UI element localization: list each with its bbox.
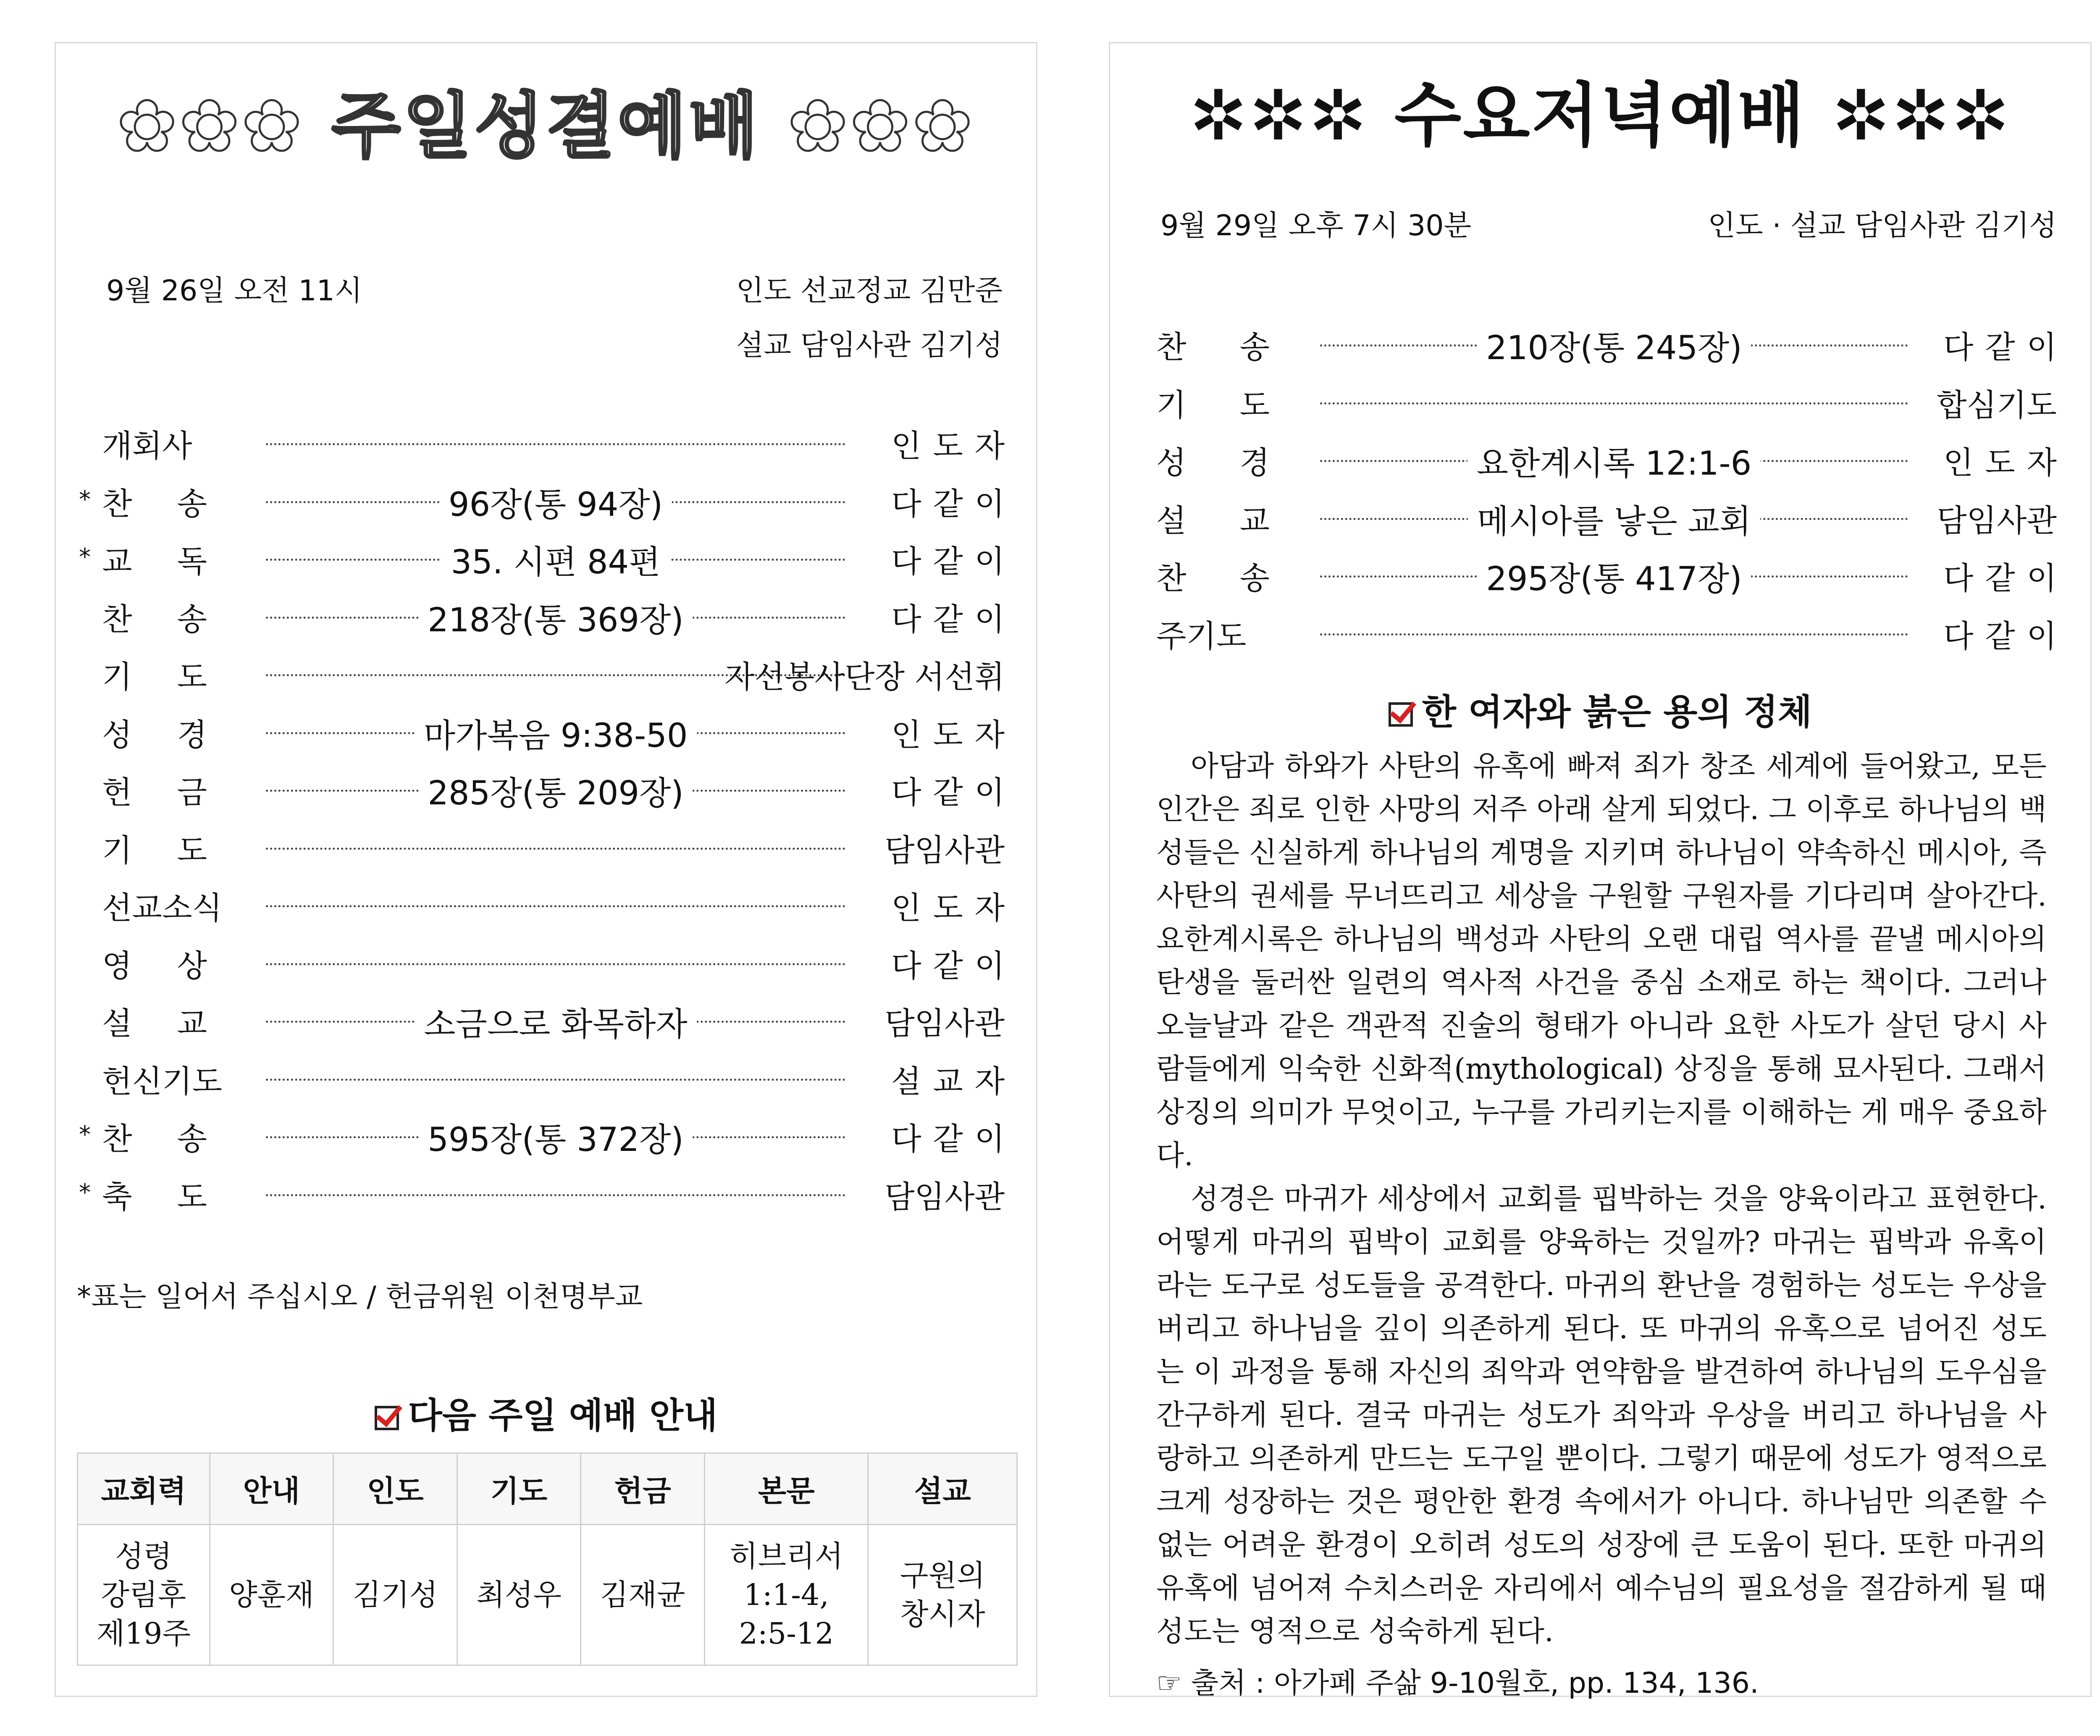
order-detail: 96장(통 94장)	[439, 478, 672, 525]
order-person: 담임사관	[885, 832, 1005, 869]
article-body	[1156, 745, 2047, 1653]
table-row	[78, 1525, 1017, 1665]
next-week-table	[77, 1452, 1018, 1666]
order-row	[56, 883, 1036, 930]
order-label: 찬 송	[102, 486, 207, 522]
order-person: 다 같 이	[891, 544, 1005, 580]
next-week-title: 다음 주일 예배 안내	[408, 1395, 718, 1436]
order-detail: 210장(통 245장)	[1477, 322, 1751, 369]
order-detail: 마가복음 9:38-50	[415, 709, 697, 756]
order-row	[56, 941, 1036, 987]
order-label: 기 도	[102, 832, 207, 869]
standing-mark: *	[79, 486, 91, 513]
order-person: 담임사관	[885, 1179, 1005, 1215]
order-label: 성 경	[102, 717, 207, 753]
article-heading	[1110, 684, 2090, 735]
order-row	[56, 537, 1036, 583]
dotted-leader	[1320, 402, 1908, 404]
order-label: 기 도	[1156, 387, 1270, 423]
dotted-leader	[266, 1079, 845, 1081]
order-person: 다 같 이	[891, 601, 1005, 638]
article-source: ☞ 출처 : 아가페 주삶 9-10월호, pp. 134, 136.	[1156, 1667, 1759, 1700]
table-header: 본문	[704, 1453, 868, 1525]
order-person: 다 같 이	[891, 775, 1005, 811]
order-person: 설 교 자	[891, 1063, 1005, 1100]
wednesday-service-panel	[1109, 42, 2092, 1700]
order-detail: 메시아를 낳은 교회	[1468, 495, 1760, 542]
order-label: 설 교	[102, 1006, 207, 1042]
next-week-heading	[56, 1387, 1036, 1438]
checkbox-icon	[375, 1406, 399, 1430]
table-cell: 최성우	[457, 1525, 581, 1665]
order-person: 인 도 자	[1943, 445, 2057, 481]
order-label: 찬 송	[1156, 329, 1270, 365]
order-detail: 35. 시편 84편	[442, 536, 670, 583]
order-row	[56, 595, 1036, 641]
table-cell: 김재균	[581, 1525, 705, 1665]
table-cell: 구원의 창시자	[868, 1525, 1017, 1665]
order-row	[56, 652, 1036, 699]
order-person: 인 도 자	[891, 717, 1005, 753]
order-row	[56, 421, 1036, 467]
order-person: 인 도 자	[891, 428, 1005, 464]
table-header: 인도	[333, 1453, 457, 1525]
order-label: 개회사	[102, 428, 192, 464]
order-detail: 595장(통 372장)	[418, 1114, 693, 1161]
order-label: 교 독	[102, 544, 207, 580]
dotted-leader	[266, 905, 845, 907]
sunday-preacher: 설교 담임사관 김기성	[736, 329, 1003, 362]
order-label: 찬 송	[102, 601, 207, 638]
order-label: 헌 금	[102, 775, 207, 811]
order-detail: 요한계시록 12:1-6	[1467, 437, 1761, 484]
dotted-leader	[266, 848, 845, 850]
order-person: 다 같 이	[891, 948, 1005, 984]
order-row	[1110, 612, 2090, 658]
standing-mark: *	[79, 1179, 91, 1206]
order-row	[56, 826, 1036, 872]
dotted-leader	[266, 963, 845, 965]
order-row	[1110, 496, 2090, 542]
order-label: 영 상	[102, 948, 207, 984]
article-title: 한 여자와 붉은 용의 정체	[1422, 691, 1812, 733]
order-row	[56, 1114, 1036, 1161]
order-label: 헌신기도	[102, 1063, 222, 1100]
dotted-leader	[1320, 633, 1908, 636]
dotted-leader	[266, 443, 845, 445]
order-label: 설 교	[1156, 502, 1270, 539]
standing-mark: *	[79, 544, 91, 571]
table-header-row	[78, 1453, 1017, 1525]
order-label: 주기도	[1156, 618, 1247, 654]
order-row	[56, 710, 1036, 756]
order-row	[56, 479, 1036, 525]
order-row	[1110, 554, 2090, 600]
dotted-leader	[266, 1194, 845, 1196]
wednesday-leader: 인도 · 설교 담임사관 김기성	[1708, 209, 2057, 242]
order-label: 성 경	[1156, 445, 1270, 481]
order-person: 자선봉사단장 서선휘	[724, 659, 1005, 695]
order-row	[1110, 323, 2090, 369]
standing-mark: *	[79, 1121, 91, 1148]
order-row	[1110, 381, 2090, 427]
table-cell: 성령 강림후 제19주	[78, 1525, 210, 1665]
table-cell: 히브리서 1:1-4, 2:5-12	[704, 1525, 868, 1665]
table-header: 기도	[457, 1453, 581, 1525]
order-label: 축 도	[102, 1179, 207, 1215]
order-person: 다 같 이	[891, 1121, 1005, 1157]
order-row	[56, 999, 1036, 1045]
table-cell: 양훈재	[210, 1525, 333, 1665]
order-detail: 285장(통 209장)	[418, 767, 693, 814]
order-person: 합심기도	[1937, 387, 2057, 423]
order-row	[56, 768, 1036, 814]
wednesday-service-title: ✲✲✲ 수요저녁예배 ✲✲✲	[1189, 75, 2011, 156]
order-label: 찬 송	[102, 1121, 207, 1157]
order-row	[56, 1172, 1036, 1219]
order-label: 기 도	[102, 659, 207, 695]
order-label: 찬 송	[1156, 560, 1270, 596]
order-person: 다 같 이	[891, 486, 1005, 522]
order-label: 선교소식	[102, 890, 222, 926]
sunday-service-panel	[55, 42, 1037, 1697]
order-person: 다 같 이	[1943, 560, 2057, 596]
table-header: 교회력	[78, 1453, 210, 1525]
order-detail: 218장(통 369장)	[418, 594, 693, 641]
order-person: 담임사관	[1937, 502, 2057, 539]
order-detail: 295장(통 417장)	[1477, 553, 1751, 600]
table-header: 헌금	[581, 1453, 705, 1525]
table-header: 안내	[210, 1453, 333, 1525]
wednesday-datetime: 9월 29일 오후 7시 30분	[1160, 209, 1472, 242]
standing-note: *표는 일어서 주십시오 / 헌금위원 이천명부교	[77, 1280, 643, 1313]
order-row	[56, 1057, 1036, 1103]
order-person: 담임사관	[885, 1006, 1005, 1042]
order-person: 다 같 이	[1943, 329, 2057, 365]
sunday-leader: 인도 선교정교 김만준	[736, 274, 1003, 307]
order-detail: 소금으로 화목하자	[415, 998, 697, 1045]
table-header: 설교	[868, 1453, 1017, 1525]
checkbox-icon	[1389, 702, 1413, 727]
order-person: 다 같 이	[1943, 618, 2057, 654]
order-row	[1110, 438, 2090, 484]
table-cell: 김기성	[333, 1525, 457, 1665]
order-person: 인 도 자	[891, 890, 1005, 926]
article-paragraph: 성경은 마귀가 세상에서 교회를 핍박하는 것을 양육이라고 표현한다. 어떻게 마귀의 핍박이 교회를 양육하는 것일까? 마귀는 핍박과 유혹이라는 도구로 성도들을 공격한다. 마귀의 환난을 경험하는 성도는 우상을 버리고 하나님을 깊이 의존하게 된다. 또 마귀의 유혹으로 넘어진 성도는 이 과정을 통해 자신의 죄악과 연약함을 발견하여 하나님의 도우심을 간구하게 된다. 결국 마귀는 성도가 죄악과 우상을 버리고 하나님을 사랑하고 의존하게 만드는 도구일 뿐이다. 그렇기 때문에 성도가 영적으로 크게 성장하는 것은 평안한 환경 속에서가 아니다. 하나님만 의존할 수 없는 어려운 환경이 오히려 성도의 성장에 큰 도움이 된다. 또한 마귀의 유혹에 넘어져 수치스러운 자리에서 예수님의 필요성을 절감하게 될 때 성도는 영적으로 성숙하게 된다.	[1156, 1182, 2047, 1648]
article-paragraph: 아담과 하와가 사탄의 유혹에 빠져 죄가 창조 세계에 들어왔고, 모든 인간은 죄로 인한 사망의 저주 아래 살게 되었다. 그 이후로 하나님의 백성들은 신실하게 하나님의 계명을 지키며 하나님이 약속하신 메시아, 즉 사탄의 권세를 무너뜨리고 세상을 구원할 구원자를 기다리며 살아간다. 요한계시록은 하나님의 백성과 사탄의 오랜 대립 역사를 끝낼 메시아의 탄생을 둘러싼 일련의 역사적 사건을 중심 소재로 하는 책이다. 그러나 오늘날과 같은 객관적 진술의 형태가 아니라 요한 사도가 살던 당시 사람들에게 익숙한 신화적(mythological) 상징을 통해 묘사된다. 그래서 상징의 의미가 무엇이고, 누구를 가리키는지를 이해하는 게 매우 중요하다.	[1156, 750, 2047, 1172]
sunday-date: 9월 26일 오전 11시	[106, 274, 362, 307]
sunday-service-title: ✿✿✿ 주일성결예배 ✿✿✿	[117, 85, 975, 168]
